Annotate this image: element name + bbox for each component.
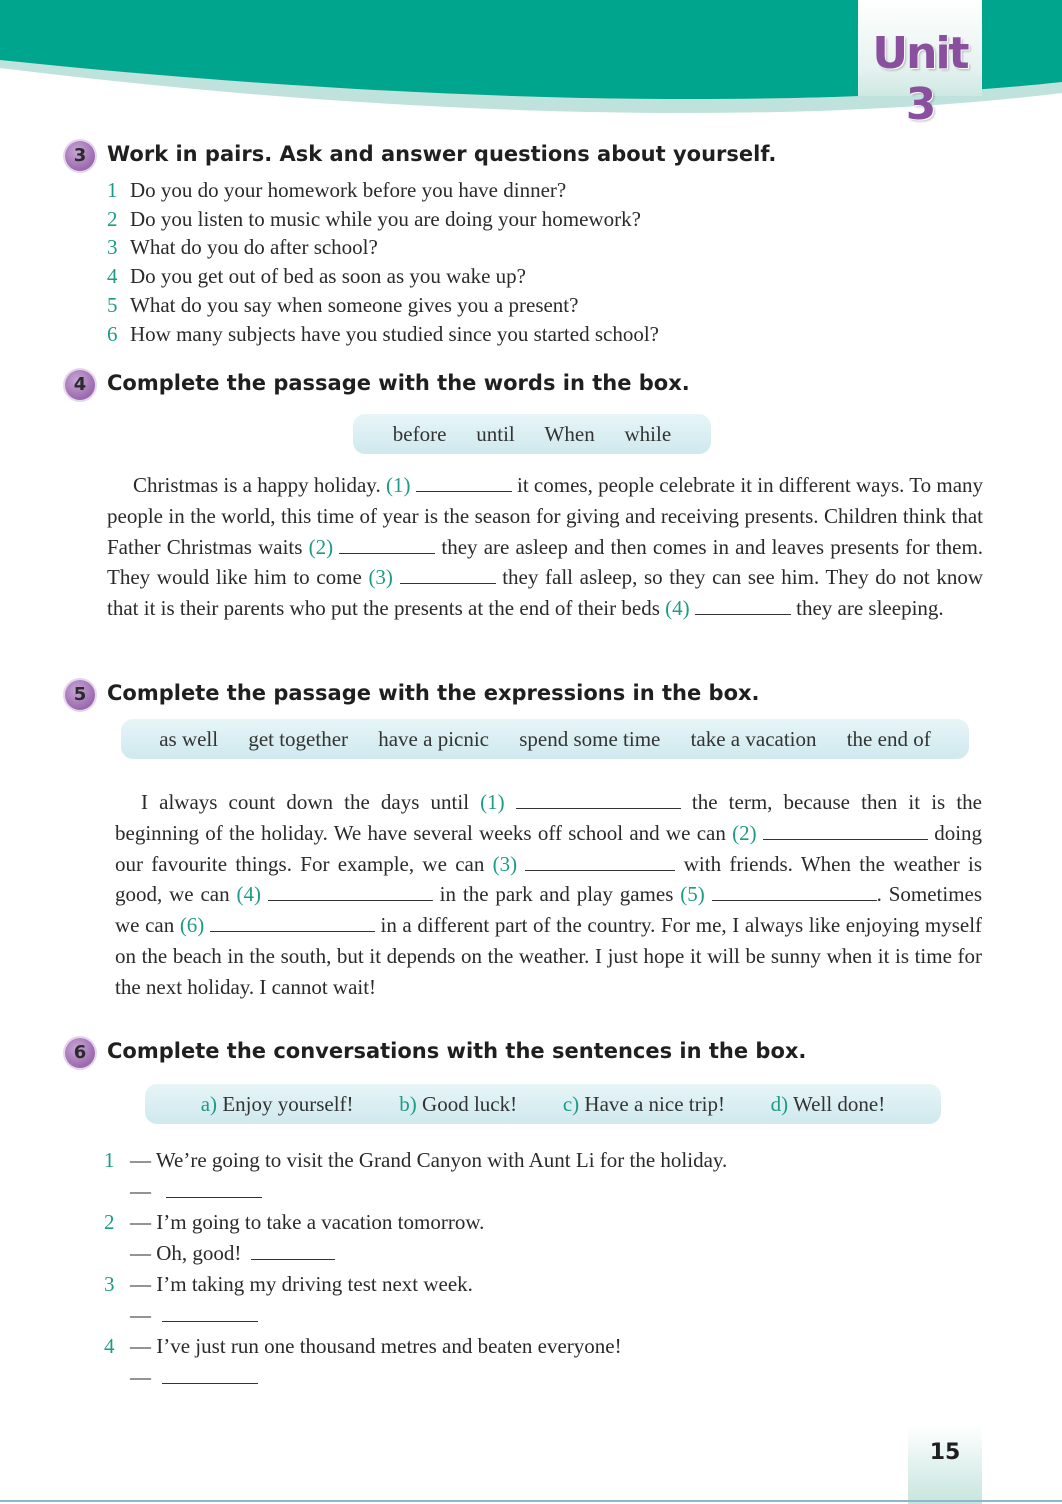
box-word: before bbox=[392, 421, 447, 446]
exercise-number-badge: 5 bbox=[65, 680, 95, 710]
exercise-4 bbox=[60, 369, 1000, 401]
exercise-number-badge: 4 bbox=[65, 370, 95, 400]
answer-blank[interactable] bbox=[516, 790, 681, 809]
answer-blank[interactable] bbox=[525, 852, 675, 871]
exercise-number-badge: 6 bbox=[65, 1038, 95, 1068]
box-word: spend some time bbox=[519, 726, 661, 751]
answer-blank[interactable] bbox=[695, 596, 791, 615]
box-sentence: d) Well done! bbox=[770, 1091, 886, 1116]
passage-5: I always count down the days until (1) the term, because then it is the beginning of the holiday. We have several weeks off school and we can (2) doing our favourite things. For example, we can (3) with friends. When the weather is good, we can (4) in the park and play games (5) . Sometimes we can (6) in a different part of the country. For me, I always like enjoying myself on the beach in the south, but it depends on the weather. I just hope it will be sunny when it is time for the next holiday. I cannot wait! bbox=[115, 790, 983, 999]
conversation-line: — bbox=[130, 1179, 262, 1204]
list-item: 3 What do you do after school? bbox=[107, 235, 378, 260]
exercise-title: Complete the passage with the words in the box. bbox=[107, 371, 690, 395]
exercise-6 bbox=[60, 1037, 1000, 1069]
box-word: while bbox=[624, 421, 672, 446]
answer-blank[interactable] bbox=[166, 1179, 262, 1198]
box-word: take a vacation bbox=[690, 726, 817, 751]
box-sentence: a) Enjoy yourself! bbox=[200, 1091, 354, 1116]
blank-number: (2) bbox=[308, 534, 334, 559]
answer-blank[interactable] bbox=[763, 821, 928, 840]
box-word: have a picnic bbox=[378, 726, 490, 751]
list-item: 5 What do you say when someone gives you a present? bbox=[107, 292, 579, 317]
answer-blank[interactable] bbox=[251, 1241, 335, 1260]
exercise-3-heading bbox=[60, 140, 1000, 172]
answer-blank[interactable] bbox=[416, 473, 512, 492]
word-box bbox=[353, 414, 711, 454]
page-number-tab bbox=[908, 1426, 982, 1504]
blank-number: (4) bbox=[665, 596, 690, 621]
blank-number: (6) bbox=[179, 913, 205, 938]
answer-blank[interactable] bbox=[268, 882, 433, 901]
blank-number: (3) bbox=[368, 565, 393, 590]
list-item: 2 Do you listen to music while you are doing your homework? bbox=[107, 206, 641, 231]
exercise-title: Complete the conversations with the sentences in the box. bbox=[107, 1039, 807, 1063]
box-word: until bbox=[476, 421, 515, 446]
box-word: the end of bbox=[846, 726, 931, 751]
page-number: 15 bbox=[929, 1440, 961, 1465]
answer-blank[interactable] bbox=[162, 1365, 258, 1384]
bottom-rule bbox=[0, 1500, 1062, 1502]
answer-blank[interactable] bbox=[712, 882, 877, 901]
answer-blank[interactable] bbox=[162, 1303, 258, 1322]
blank-number: (4) bbox=[236, 882, 261, 907]
blank-number: (3) bbox=[492, 851, 518, 876]
expression-box bbox=[121, 719, 969, 759]
box-word: as well bbox=[159, 726, 219, 751]
blank-number: (1) bbox=[385, 473, 411, 497]
passage-4: Christmas is a happy holiday. (1) it comes, people celebrate it in different ways. To many people in the world, this time of year is the season for giving and receiving presents. Children think that Father Christmas waits (2) they are asleep and then comes in and leaves presents for them. They would like him to come (3) they fall asleep, so they can see him. They do not know that it is their parents who put the presents at the end of their beds (4) they are sleeping. bbox=[107, 473, 984, 621]
box-sentence: b) Good luck! bbox=[399, 1091, 518, 1116]
answer-blank[interactable] bbox=[400, 565, 496, 584]
sentence-box bbox=[145, 1084, 941, 1124]
list-item: 6 How many subjects have you studied since you started school? bbox=[107, 321, 659, 346]
question-list bbox=[60, 176, 1000, 348]
exercise-4-heading bbox=[60, 369, 1000, 401]
box-word: When bbox=[544, 421, 595, 446]
box-sentence: c) Have a nice trip! bbox=[562, 1091, 725, 1116]
answer-blank[interactable] bbox=[339, 535, 435, 554]
conversation-list: 1 — We’re going to visit the Grand Canyon with Aunt Li for the holiday. — 2 — I’m going to take a vacation tomorrow. — Oh, good! 3 — I’m taking my driving test next week. — 4 — I’ve just run one thousand metres and beaten everyone! — bbox=[104, 1148, 728, 1389]
blank-number: (2) bbox=[732, 820, 757, 845]
exercise-5-heading bbox=[60, 679, 1000, 711]
conversation-line: — bbox=[130, 1303, 258, 1328]
answer-blank[interactable] bbox=[210, 913, 375, 932]
exercise-title: Work in pairs. Ask and answer questions about yourself. bbox=[107, 142, 777, 166]
list-item: 4 Do you get out of bed as soon as you wake up? bbox=[107, 264, 527, 289]
exercise-5 bbox=[60, 679, 1000, 711]
conversation-line: — bbox=[130, 1365, 258, 1390]
conversation-line: — Oh, good! bbox=[130, 1241, 335, 1266]
exercise-6-heading bbox=[60, 1037, 1000, 1069]
blank-number: (1) bbox=[480, 790, 505, 814]
list-item: 1 Do you do your homework before you have dinner? bbox=[107, 178, 567, 202]
box-word: get together bbox=[248, 726, 349, 751]
exercise-3 bbox=[60, 140, 1000, 348]
blank-number: (5) bbox=[680, 882, 705, 907]
exercise-title: Complete the passage with the expressions in the box. bbox=[107, 681, 760, 705]
exercise-number-badge: 3 bbox=[65, 141, 95, 171]
unit-title: Unit 3 bbox=[872, 28, 968, 130]
